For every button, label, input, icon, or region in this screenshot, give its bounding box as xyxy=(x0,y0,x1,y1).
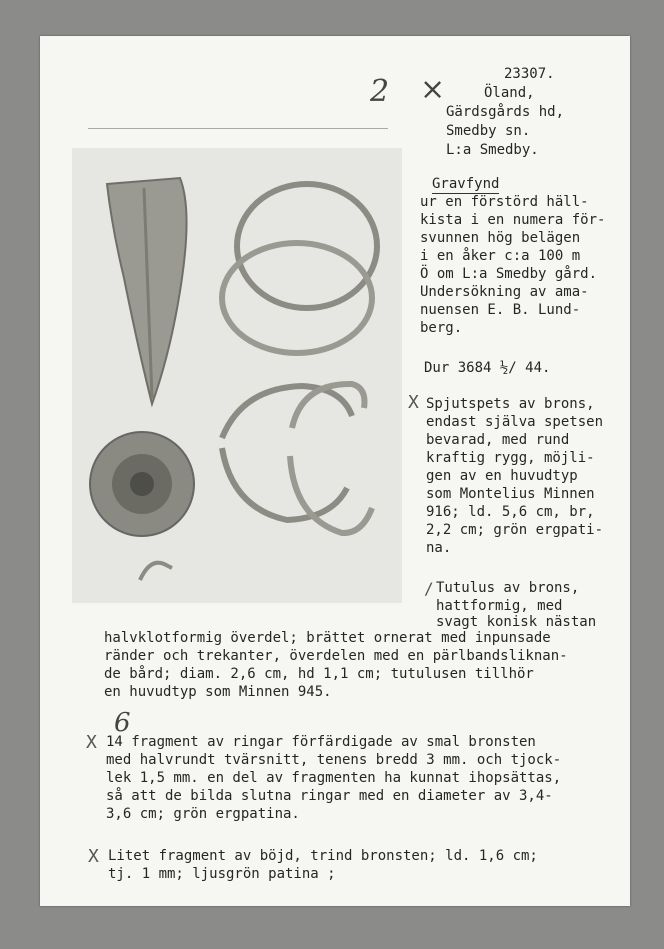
grave-line: Undersökning av ama- xyxy=(420,284,589,300)
spear-line: Spjutspets av brons, xyxy=(426,396,595,412)
rings-line: 3,6 cm; grön ergpatina. xyxy=(106,806,300,822)
spear-line: endast själva spetsen xyxy=(426,414,604,430)
grave-line: svunnen hög belägen xyxy=(420,230,581,246)
small-line: Litet fragment av böjd, trind bronsten; ld. 1,6 cm; xyxy=(108,848,538,864)
tutulus-line: halvklotformig överdel; brättet ornerat med inpunsade xyxy=(104,630,551,646)
spear-line: 916; ld. 5,6 cm, br, xyxy=(426,504,595,520)
grave-title: Gravfynd xyxy=(432,176,500,192)
rings-line: lek 1,5 mm. en del av fragmenten ha kunnat ihopsättas, xyxy=(106,770,562,786)
grave-line: nuensen E. B. Lund- xyxy=(420,302,581,318)
handwritten-x-mark: × xyxy=(420,72,446,107)
divider-line xyxy=(88,128,388,129)
tutulus-line: Tutulus av brons, xyxy=(436,580,580,596)
region: Öland, xyxy=(484,85,535,101)
grave-line: ur en förstörd häll- xyxy=(420,194,589,210)
tutulus-line: svagt konisk nästan xyxy=(436,614,597,630)
parish: Smedby sn. xyxy=(446,123,531,139)
grave-line: kista i en numera för- xyxy=(420,212,606,228)
spear-line: bevarad, med rund xyxy=(426,432,570,448)
check-mark: X xyxy=(408,392,419,413)
check-mark: X xyxy=(88,846,99,867)
check-mark: X xyxy=(86,732,97,753)
grave-line: berg. xyxy=(420,320,463,336)
rings-line: så att de bilda slutna ringar med en diameter av 3,4- xyxy=(106,788,553,804)
grave-line: i en åker c:a 100 m xyxy=(420,248,581,264)
rings-line: 14 fragment av ringar förfärdigade av smal bronsten xyxy=(106,734,536,750)
district: Gärdsgårds hd, xyxy=(446,104,565,120)
catalog-number: 23307. xyxy=(504,66,555,82)
check-mark: / xyxy=(424,579,434,598)
rings-line: med halvrundt tvärsnitt, tenens bredd 3 mm. och tjock- xyxy=(106,752,562,768)
spear-line: gen av en huvudtyp xyxy=(426,468,578,484)
tutulus-line: de bård; diam. 2,6 cm, hd 1,1 cm; tutulusen tillhör xyxy=(104,666,534,682)
small-line: tj. 1 mm; ljusgrön patina ; xyxy=(108,866,336,882)
spear-line: kraftig rygg, möjli- xyxy=(426,450,595,466)
spear-line: som Montelius Minnen xyxy=(426,486,595,502)
handwritten-number: 2 xyxy=(370,74,390,109)
dur-reference: Dur 3684 ½/ 44. xyxy=(424,360,551,376)
tutulus-line: hattformig, med xyxy=(436,598,563,614)
tutulus-line: ränder och trekanter, överdelen med en pärlbandsliknan- xyxy=(104,648,568,664)
spear-line: na. xyxy=(426,540,452,556)
finds-photograph xyxy=(72,148,402,603)
tutulus-line: en huvudtyp som Minnen 945. xyxy=(104,684,332,700)
farm: L:a Smedby. xyxy=(446,142,539,158)
handwritten-six: 6 xyxy=(114,708,131,738)
grave-line: Ö om L:a Smedby gård. xyxy=(420,266,598,282)
spear-line: 2,2 cm; grön ergpati- xyxy=(426,522,604,538)
